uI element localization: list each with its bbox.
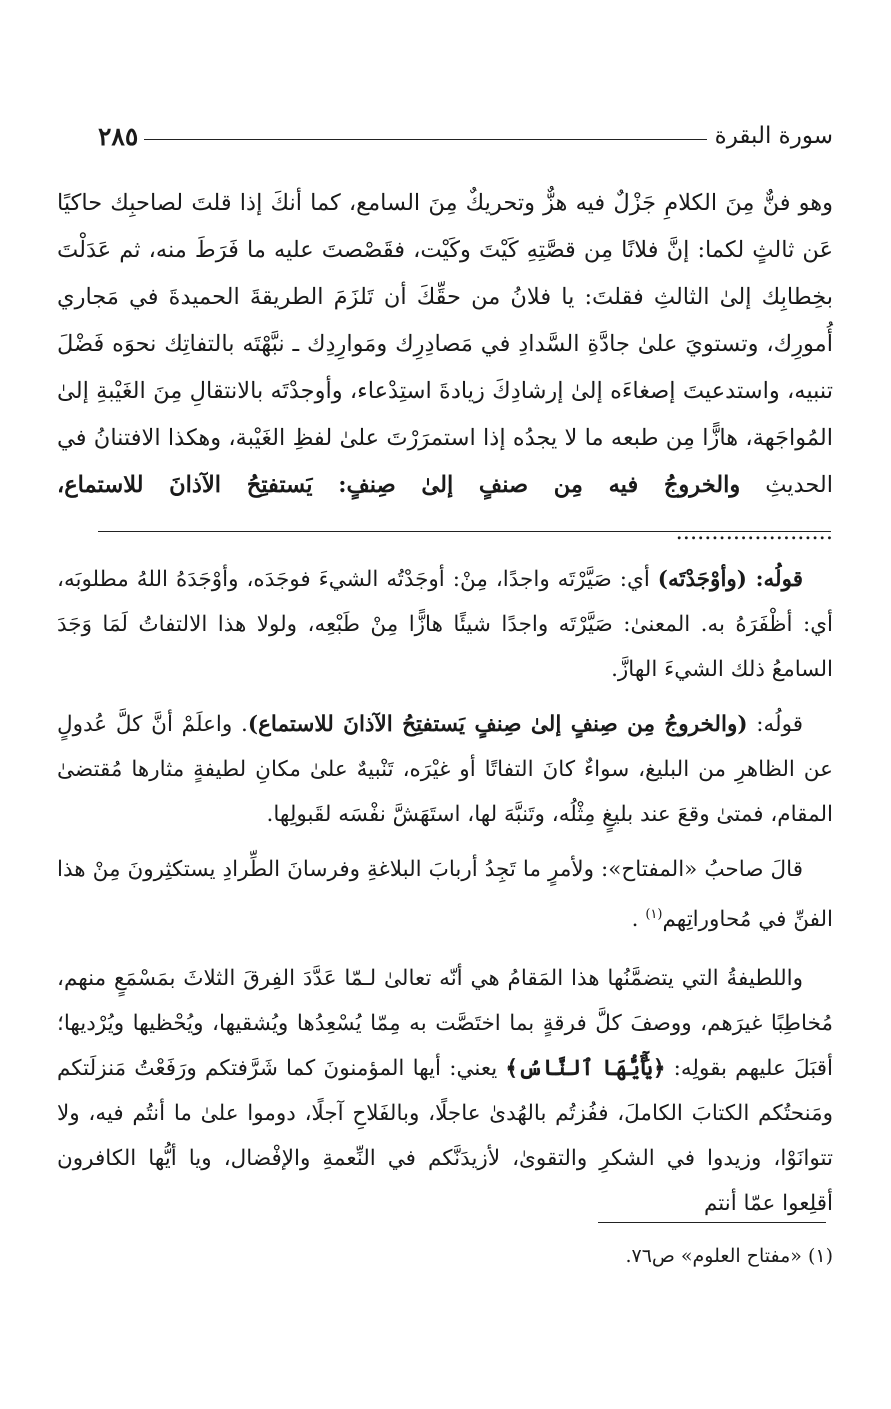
commentary-4-start: واللطيفةُ التي يتضمَّنُها هذا المَقامُ هي أنّه تعالىٰ لـمّا عَدَّدَ الفِرقَ الثلاثَ بمَسْمَعٍ منهم، مُخاطِبًا غيرَهم، ووصفَ كلَّ فرقةٍ بما اختَصَّت به مِمّا يُسْعِدُها ويُشقيها، ويُحْظيها ويُرْديها؛ أقبَلَ عليهم بقولِه: [57, 966, 834, 1082]
main-text [57, 180, 833, 556]
footnote [57, 1238, 833, 1274]
main-paragraph-text: وهو فنٌّ مِنَ الكلامِ جَزْلٌ فيه هزٌّ وتحريكٌ مِنَ السامع، كما أنكَ إذا قلتَ لصاحبِك حاكيًا عَن ثالثٍ لكما: إنَّ فلانًا مِن قصَّتِهِ كَيْتَ وكَيْت، فقَصْصتَ عليه ما فَرَطَ منه، ثم عَدَلْتَ بخِطابِك إلىٰ الثالثِ فقلتَ: يا فلانُ من حقِّكَ أن تَلزَمَ الطريقةَ الحميدةَ في مَجاري أُمورِك، وتستويَ علىٰ جادَّةِ السَّدادِ في مَصادِرِك ومَوارِدِك ـ نبَّهْتَه بالتفاتِك نحوَه فَضْلَ تنبيه، واستدعيتَ إصغاءَه إلىٰ إرشادِكَ زيادةَ استِدْعاء، وأوجدْتَه بالانتقالِ مِنَ الغَيْبةِ إلىٰ المُواجَهة، هازًّا مِن طبعه ما لا يجدُه إذا استمرَرْتَ علىٰ لفظِ الغَيْبة، وهكذا الافتنانُ في الحديثِ [57, 190, 833, 498]
commentary-3-end: . [631, 907, 646, 933]
commentary-2-heading: (والخروجُ مِن صِنفٍ إلىٰ صِنفٍ يَستفتِحُ الآذانَ للاستماع) [247, 712, 748, 737]
main-paragraph-bold: والخروجُ فيه مِن صنفٍ إلىٰ صِنفٍ: يَستفتِحُ الآذانَ للاستماع، [57, 472, 741, 498]
commentary-2-text: . واعلَمْ أنَّ كلَّ عُدولٍ عن الظاهرِ من البليغ، سواءٌ كانَ التفاتًا أو غيْرَه، تَنْبيهٌ علىٰ مكانِ لطيفةٍ مثارها مُقتضىٰ المقام، فمتىٰ وقعَ عند بليغٍ مِثْلُه، وتَنبَّهَ لها، استَهَشَّ نفْسَه لقَبولِها. [57, 712, 833, 827]
page-number: ٢٨٥ [98, 121, 139, 151]
commentary-1-text: أي: صَيَّرْتَه واجدًا، مِنْ: أوجَدْتُه الشيءَ فوجَدَه، وأوْجَدَهُ اللهُ مطلوبَه، أي: أظْفَرَهُ به. المعنىٰ: صَيَّرْتَه واجدًا شيئًا هازًّا مِنْ طَبْعِه، ولولا هذا الالتفاتُ لَمَا وَجَدَ السامعُ ذلك الشيءَ الهازَّ. [57, 567, 833, 682]
commentary-paragraph-1 [57, 557, 833, 692]
surah-title: سورة البقرة [714, 123, 833, 149]
section-divider [98, 531, 831, 532]
commentary-paragraph-4 [57, 956, 833, 1226]
commentary-paragraph-3 [57, 847, 833, 942]
footnote-number: (١) [807, 1245, 833, 1267]
footnote-text: «مفتاح العلوم» ص٧٦. [625, 1245, 808, 1267]
footnote-reference[interactable]: (١) [645, 907, 663, 922]
commentary-4-text: يعني: أيها المؤمنونَ كما شَرَّفتكم ورَفَعْتُ مَنزلَتكم ومَنحتُكم الكتابَ الكاملَ، ففُزتُم بالهُدىٰ عاجلًا، وبالفَلاحِ آجلًا، دوموا علىٰ ما أنتُم فيه، ولا تتوانَوْا، وزيدوا في الشكرِ والتقوىٰ، لأزيدَنَّكم في النِّعمةِ والإفْضال، ويا أيُّها الكافرون أقلِعوا عمّا أنتم [57, 1056, 833, 1217]
commentary-section [57, 557, 833, 1236]
running-header [98, 118, 833, 154]
continuation-dots: ...................... [675, 519, 833, 545]
header-rule [144, 139, 706, 140]
commentary-3-text: قالَ صاحبُ «المفتاح»: ولأمرٍ ما تَجِدُ أربابَ البلاغةِ وفرسانَ الطِّرادِ يستكثِرونَ مِنْ هذا الفنِّ في مُحاوراتِهم [57, 857, 833, 933]
commentary-paragraph-2 [57, 702, 833, 837]
commentary-1-heading: قولُه: (وأوْجَدْتَه) [657, 567, 803, 592]
main-paragraph [57, 180, 833, 556]
commentary-2-start: قولُه: [747, 712, 803, 737]
footnote-rule [598, 1222, 826, 1223]
quran-quote: ﴿يَٰٓأَيُّهَا ٱلنَّاسُ﴾ [505, 1056, 666, 1082]
